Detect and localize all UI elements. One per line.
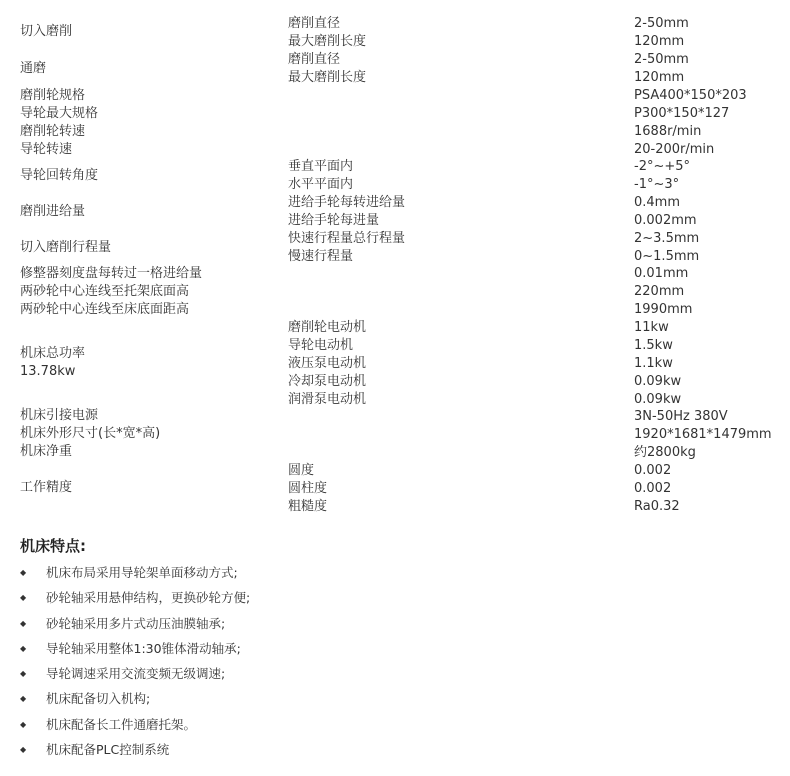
spec-value: 约2800kg	[634, 445, 696, 460]
spec-value: 0.002	[634, 481, 672, 496]
spec-value: -1°~3°	[634, 177, 680, 192]
spec-sub-item: 最大磨削长度	[288, 70, 367, 85]
diamond-bullet-icon: ◆	[20, 618, 27, 628]
spec-item-name: 切入磨削	[20, 24, 73, 39]
spec-item-name: 机床净重	[20, 444, 73, 459]
spec-value: 2-50mm	[634, 16, 689, 31]
spec-value: 120mm	[634, 70, 685, 85]
feature-item	[20, 615, 250, 640]
spec-value: 11kw	[634, 320, 669, 335]
spec-sub-item: 圆柱度	[288, 481, 328, 496]
spec-item-name: 导轮回转角度	[20, 168, 99, 183]
spec-sub-item: 磨削直径	[288, 16, 341, 31]
feature-text: 砂轮轴采用悬伸结构，更换砂轮方便;	[46, 590, 251, 606]
spec-value: Ra0.32	[634, 499, 680, 514]
diamond-bullet-icon: ◆	[20, 745, 27, 755]
spec-value: 0~1.5mm	[634, 249, 700, 264]
spec-value: 1.1kw	[634, 356, 673, 371]
spec-value: 1920*1681*1479mm	[634, 427, 772, 442]
feature-text: 导轮调速采用交流变频无级调速;	[46, 666, 226, 682]
spec-sub-item: 润滑泵电动机	[288, 392, 367, 407]
spec-item-name: 导轮转速	[20, 142, 73, 157]
spec-sub-item: 磨削直径	[288, 52, 341, 67]
spec-value: 120mm	[634, 34, 685, 49]
spec-value: 0.002	[634, 463, 672, 478]
feature-text: 机床配备PLC控制系统	[46, 742, 170, 758]
spec-value: 0.4mm	[634, 195, 681, 210]
spec-sub-item: 慢速行程量	[288, 249, 354, 264]
spec-sub-item: 垂直平面内	[288, 159, 354, 174]
spec-sub-item: 进给手轮每转进给量	[288, 195, 406, 210]
spec-value: 0.09kw	[634, 374, 682, 389]
feature-item	[20, 716, 250, 741]
diamond-bullet-icon: ◆	[20, 568, 27, 577]
spec-sub-item: 进给手轮每进量	[288, 213, 380, 228]
spec-sub-item: 水平平面内	[288, 177, 354, 192]
spec-value: 0.01mm	[634, 266, 689, 281]
diamond-bullet-icon: ◆	[20, 669, 27, 679]
spec-value: 2~3.5mm	[634, 231, 700, 246]
feature-item	[20, 640, 250, 665]
spec-value: PSA400*150*203	[634, 88, 747, 103]
spec-item-name: 机床外形尺寸(长*宽*高)	[20, 426, 161, 441]
feature-item	[20, 589, 250, 614]
spec-value: 0.09kw	[634, 392, 682, 407]
feature-text: 机床配备切入机构;	[46, 691, 151, 707]
spec-value: 2-50mm	[634, 52, 689, 67]
spec-item-name: 修整器刻度盘每转过一格进给量	[20, 266, 203, 281]
spec-item-name: 磨削轮规格	[20, 88, 86, 103]
spec-item-name: 工作精度	[20, 480, 73, 495]
spec-item-name: 两砂轮中心连线至床底面距高	[20, 302, 190, 317]
spec-sub-item: 冷却泵电动机	[288, 374, 367, 389]
spec-value: 1990mm	[634, 302, 693, 317]
spec-sub-item: 粗糙度	[288, 499, 328, 514]
spec-item-name: 切入磨削行程量	[20, 240, 112, 255]
spec-sub-item: 导轮电动机	[288, 338, 354, 353]
spec-sub-item: 快速行程量总行程量	[288, 231, 406, 246]
feature-text: 导轮轴采用整体1:30锥体滑动轴承;	[46, 640, 241, 656]
spec-sub-item: 液压泵电动机	[288, 356, 367, 371]
spec-value: 20-200r/min	[634, 142, 715, 157]
feature-item	[20, 690, 250, 715]
feature-text: 砂轮轴采用多片式动压油膜轴承;	[46, 615, 226, 631]
spec-value: P300*150*127	[634, 106, 730, 121]
spec-sub-item: 磨削轮电动机	[288, 320, 367, 335]
spec-value: 1688r/min	[634, 124, 702, 139]
diamond-bullet-icon: ◆	[20, 643, 27, 653]
spec-item-name: 通磨	[20, 61, 47, 76]
spec-item-name: 两砂轮中心连线至托架底面高	[20, 284, 190, 299]
spec-value: 3N-50Hz 380V	[634, 409, 728, 424]
feature-item	[20, 741, 250, 766]
features-title: 机床特点:	[20, 537, 86, 555]
spec-value: 220mm	[634, 284, 685, 299]
spec-value: 0.002mm	[634, 213, 697, 228]
feature-item	[20, 665, 250, 690]
spec-item-name: 磨削轮转速	[20, 124, 86, 139]
spec-value: -2°~+5°	[634, 159, 691, 174]
spec-item-name: 机床总功率	[20, 346, 86, 361]
feature-text: 机床布局采用导轮架单面移动方式;	[46, 565, 238, 580]
spec-sub-item: 最大磨削长度	[288, 34, 367, 49]
spec-item-value: 13.78kw	[20, 364, 76, 379]
feature-text: 机床配备长工件通磨托架。	[46, 716, 197, 732]
spec-item-name: 磨削进给量	[20, 204, 86, 219]
diamond-bullet-icon: ◆	[20, 694, 27, 704]
diamond-bullet-icon: ◆	[20, 593, 27, 603]
features-section	[20, 536, 250, 766]
spec-value: 1.5kw	[634, 338, 673, 353]
spec-sub-item: 圆度	[288, 463, 315, 478]
spec-item-name: 导轮最大规格	[20, 106, 99, 121]
feature-item	[20, 564, 250, 589]
spec-item-name: 机床引接电源	[20, 408, 99, 423]
spec-table	[20, 12, 780, 520]
diamond-bullet-icon: ◆	[20, 719, 27, 729]
